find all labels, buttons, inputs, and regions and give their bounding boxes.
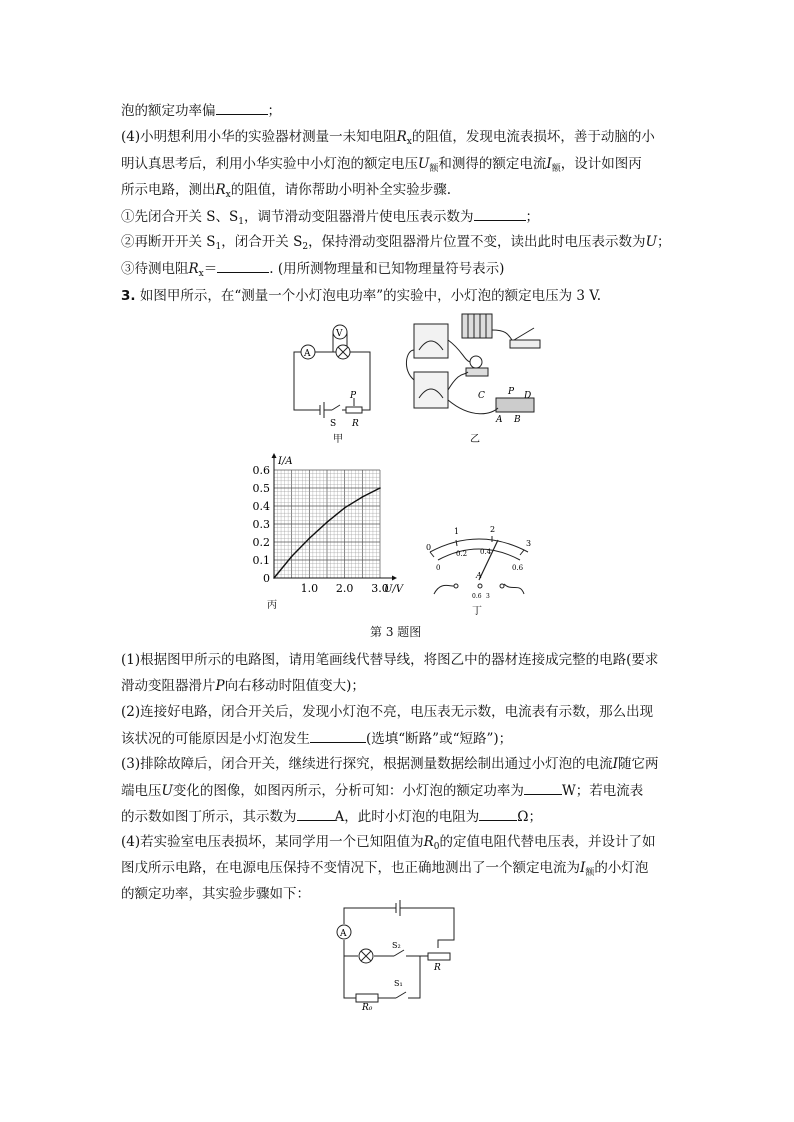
svg-text:B: B bbox=[514, 415, 521, 425]
svg-text:R: R bbox=[434, 963, 441, 973]
svg-text:2: 2 bbox=[490, 525, 496, 534]
x-tick-label: 3.0 bbox=[371, 582, 389, 595]
svg-text:S₂: S₂ bbox=[392, 941, 401, 950]
data-point bbox=[326, 521, 328, 523]
figure-ding-caption: 丁 bbox=[472, 606, 482, 617]
svg-text:C: C bbox=[478, 391, 485, 401]
part-1-line-2: 滑动变阻器滑片P向右移动时阻值变大)； bbox=[121, 678, 365, 694]
figure-caption: 第 3 题图 bbox=[370, 625, 422, 639]
data-point bbox=[309, 538, 311, 540]
svg-text:A: A bbox=[340, 929, 347, 939]
voltmeter-label: V bbox=[336, 329, 343, 339]
answer-blank[interactable] bbox=[217, 258, 269, 273]
y-tick-label: 0.1 bbox=[252, 554, 270, 567]
svg-text:0.6: 0.6 bbox=[512, 564, 524, 572]
rheostat-label: R bbox=[352, 419, 359, 429]
svg-text:3: 3 bbox=[486, 593, 490, 600]
figure-wu-circuit bbox=[330, 900, 470, 1010]
ammeter-device bbox=[414, 372, 448, 408]
data-point bbox=[344, 507, 346, 509]
figure-bing-chart bbox=[244, 450, 404, 615]
x-axis-arrow bbox=[392, 576, 397, 581]
part-4-line-3: 的额定功率，其实验步骤如下： bbox=[121, 886, 310, 902]
svg-text:R₀: R₀ bbox=[362, 1003, 373, 1010]
svg-text:0.6: 0.6 bbox=[472, 593, 482, 600]
ammeter-label: A bbox=[304, 349, 311, 359]
line-3: 明认真思考后，利用小华实验中小灯泡的额定电压$U_额$和测得的额定电流$I_额$，设计如图丙 bbox=[121, 156, 642, 174]
part-3-line-2: 端电压U变化的图像，如图丙所示，分析可知：小灯泡的额定功率为 W；若电流表 bbox=[121, 780, 643, 801]
figure-jia-caption: 甲 bbox=[333, 434, 343, 445]
y-tick-label: 0.3 bbox=[252, 518, 270, 531]
battery-pack bbox=[462, 314, 492, 338]
x-tick-label: 2.0 bbox=[335, 582, 354, 595]
figure-jia-circuit bbox=[280, 318, 390, 446]
svg-text:3: 3 bbox=[526, 539, 532, 548]
switch-label: S bbox=[330, 419, 337, 429]
x-tick-label: 1.0 bbox=[300, 582, 319, 595]
y-tick-label: 0.4 bbox=[252, 500, 270, 513]
svg-text:0: 0 bbox=[426, 543, 432, 552]
part-3-line-1: (3)排除故障后，闭合开关，继续进行探究，根据测量数据绘制出通过小灯泡的电流I随它两 bbox=[121, 756, 659, 772]
svg-text:0: 0 bbox=[436, 564, 441, 572]
y-axis-label: I/A bbox=[278, 456, 293, 467]
line-5: ①先闭合开关 S、$S_1$，调节滑动变阻器滑片使电压表示数为 ； bbox=[121, 206, 539, 232]
svg-text:0.2: 0.2 bbox=[456, 550, 468, 558]
answer-blank[interactable] bbox=[474, 206, 526, 221]
part-2-line-2: 该状况的可能原因是小灯泡发生 (选填“断路”或“短路”)； bbox=[121, 728, 512, 749]
svg-text:S₁: S₁ bbox=[394, 979, 403, 988]
svg-text:D: D bbox=[524, 391, 532, 401]
part-4-line-1: (4)若实验室电压表损坏，某同学用一个已知阻值为$R_0$的定值电阻代替电压表，并设计了如 bbox=[121, 834, 656, 852]
bulb-device bbox=[470, 356, 482, 368]
data-point bbox=[379, 487, 381, 489]
data-point bbox=[362, 496, 364, 498]
line-2: (4)小明想利用小华的实验器材测量一未知电阻$R_x$的阻值，发现电流表损坏，善于动脑的小 bbox=[121, 129, 655, 147]
y-tick-label: 0 bbox=[263, 572, 270, 585]
figure-bing-caption: 丙 bbox=[267, 600, 277, 611]
answer-blank[interactable] bbox=[479, 806, 517, 821]
rheostat-symbol bbox=[428, 953, 450, 960]
y-tick-label: 0.5 bbox=[252, 482, 270, 495]
x-axis-label: U/V bbox=[384, 584, 404, 595]
y-axis-arrow bbox=[272, 453, 277, 458]
data-point bbox=[273, 577, 275, 579]
line-1: 泡的额定功率偏 ； bbox=[121, 100, 281, 121]
svg-text:1: 1 bbox=[454, 527, 460, 536]
part-1-line-1: (1)根据图甲所示的电路图，请用笔画线代替导线，将图乙中的器材连接成完整的电路(要求 bbox=[121, 652, 659, 668]
line-4: 所示电路，测出$R_x$的阻值，请你帮助小明补全实验步骤. bbox=[121, 182, 452, 200]
figure-yi-apparatus bbox=[402, 310, 552, 448]
answer-blank[interactable] bbox=[297, 806, 335, 821]
figure-ding-ammeter bbox=[420, 522, 538, 618]
r0-resistor bbox=[356, 994, 378, 1002]
part-2-line-1: (2)连接好电路，闭合开关后，发现小灯泡不亮，电压表无示数，电流表有示数，那么出现 bbox=[121, 704, 654, 720]
svg-text:A: A bbox=[476, 571, 482, 580]
part-4-line-2: 图戊所示电路，在电源电压保持不变情况下，也正确地测出了一个额定电流为$I_额$的小灯泡 bbox=[121, 860, 649, 878]
part-3-line-3: 的示数如图丁所示，其示数为 A，此时小灯泡的电阻为 Ω； bbox=[121, 806, 542, 827]
figure-yi-caption: 乙 bbox=[470, 434, 480, 445]
slider-label: P bbox=[350, 391, 357, 401]
y-tick-label: 0.2 bbox=[252, 536, 270, 549]
answer-blank[interactable] bbox=[524, 780, 562, 795]
line-7: ③待测电阻$R_x=$ . (用所测物理量和已知物理量符号表示) bbox=[121, 258, 504, 284]
switch-device bbox=[510, 340, 540, 348]
svg-text:0.4: 0.4 bbox=[480, 548, 492, 556]
line-6: ②再断开开关 $S_1$，闭合开关 $S_2$，保持滑动变阻器滑片位置不变，读出此时电压表示数为U； bbox=[121, 234, 671, 252]
svg-text:P: P bbox=[508, 387, 515, 397]
svg-text:A: A bbox=[496, 415, 503, 425]
data-point bbox=[291, 556, 293, 558]
ammeter-needle bbox=[479, 540, 498, 580]
answer-blank[interactable] bbox=[310, 728, 366, 743]
y-tick-label: 0.6 bbox=[252, 464, 270, 477]
answer-blank[interactable] bbox=[216, 100, 268, 115]
question-3-title: 3. 如图甲所示，在“测量一个小灯泡电功率”的实验中，小灯泡的额定电压为 3 V. bbox=[121, 288, 601, 304]
